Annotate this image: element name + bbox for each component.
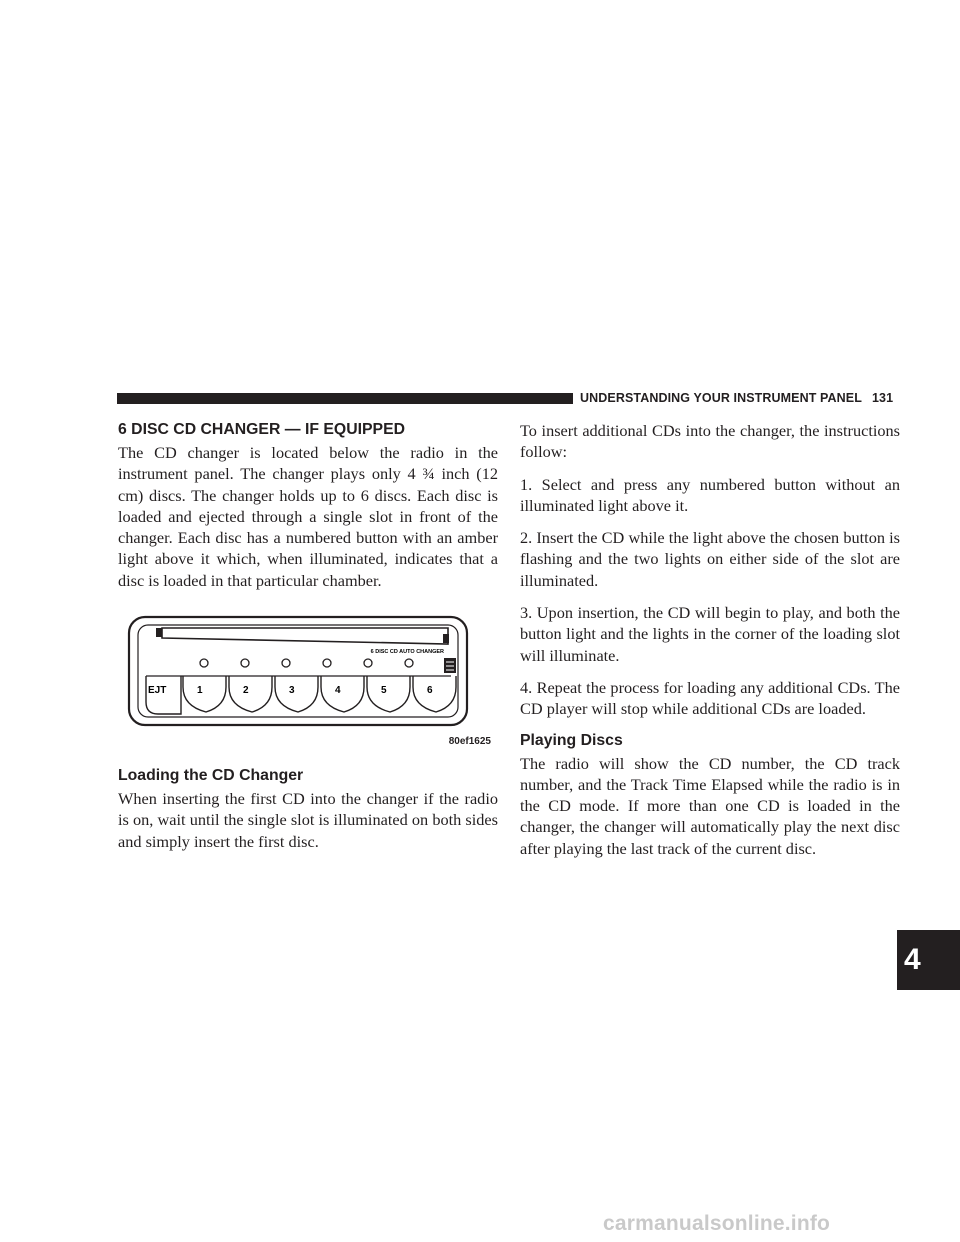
- subheading-loading: Loading the CD Changer: [118, 767, 304, 785]
- button-label-6: 6: [427, 685, 433, 697]
- disc-button-3: [275, 676, 318, 712]
- step-1: 1. Select and press any numbered button without an illuminated light above it.: [520, 474, 900, 515]
- indicator-lights: [200, 659, 413, 667]
- disc-button-4: [321, 676, 364, 712]
- figure-code: 80ef1625: [448, 735, 491, 747]
- step-4: 4. Repeat the process for loading any additional CDs. The CD player will stop while additional CDs are loaded.: [520, 677, 900, 719]
- disc-slot: [162, 628, 448, 644]
- button-label-2: 2: [243, 685, 249, 697]
- subheading-playing: Playing Discs: [520, 731, 623, 749]
- step-3: 3. Upon insertion, the CD will begin to play, and both the button light and the lights in the corner of the loading slot will illuminate.: [520, 603, 900, 665]
- cd-changer-figure: [118, 614, 498, 752]
- section-title: UNDERSTANDING YOUR INSTRUMENT PANEL: [580, 391, 862, 405]
- button-label-1: 1: [197, 685, 203, 697]
- running-header: [580, 391, 893, 405]
- cd-changer-illustration: [126, 614, 488, 732]
- indicator-light-5: [364, 659, 372, 667]
- indicator-light-4: [323, 659, 331, 667]
- button-label-3: 3: [289, 685, 295, 697]
- cd-logo-icon: [444, 658, 456, 673]
- intro-paragraph: The CD changer is located below the radio in the instrument panel. The changer plays only 4 ¾ inch (12 cm) discs. The changer holds up to 6 discs. Each disc is loaded and ejected through a single slot in front of the changer. Each disc has a numbered button with an amber light above it which, when illuminated, indicates that a disc is loaded in that particular chamber.: [118, 443, 498, 590]
- left-column: [118, 420, 498, 863]
- button-label-4: 4: [335, 685, 341, 697]
- header-rule: [117, 393, 573, 404]
- eject-label: EJT: [148, 685, 167, 697]
- chapter-tab: 4: [897, 930, 960, 990]
- watermark: carmanualsonline.info: [603, 1212, 831, 1235]
- disc-button-5: [367, 676, 410, 712]
- disc-button-1: [183, 676, 226, 712]
- panel-label: 6 DISC CD AUTO CHANGER: [370, 649, 444, 656]
- indicator-light-3: [282, 659, 290, 667]
- disc-button-6: [413, 676, 456, 712]
- indicator-light-6: [405, 659, 413, 667]
- right-column: [520, 420, 900, 870]
- step-2: 2. Insert the CD while the light above the chosen button is flashing and the two lights on either side of the slot are illuminated.: [520, 528, 900, 590]
- loading-paragraph: When inserting the first CD into the changer if the radio is on, wait until the single slot is illuminated on both sides and simply insert the first disc.: [118, 789, 498, 851]
- page-number: 131: [871, 391, 894, 405]
- section-heading: 6 DISC CD CHANGER — IF EQUIPPED: [118, 421, 406, 438]
- slot-light-right: [443, 634, 449, 643]
- indicator-light-1: [200, 659, 208, 667]
- number-buttons: [183, 676, 456, 712]
- instructions-intro: To insert additional CDs into the changer, the instructions follow:: [520, 421, 900, 462]
- slot-light-left: [156, 628, 162, 637]
- button-label-5: 5: [381, 685, 387, 697]
- playing-paragraph: The radio will show the CD number, the CD track number, and the Track Time Elapsed while the radio is in the CD mode. If more than one CD is loaded in the changer, the changer will automatically play the next disc after playing the last track of the current disc.: [520, 753, 900, 858]
- disc-button-2: [229, 676, 272, 712]
- changer-body: [129, 617, 467, 725]
- indicator-light-2: [241, 659, 249, 667]
